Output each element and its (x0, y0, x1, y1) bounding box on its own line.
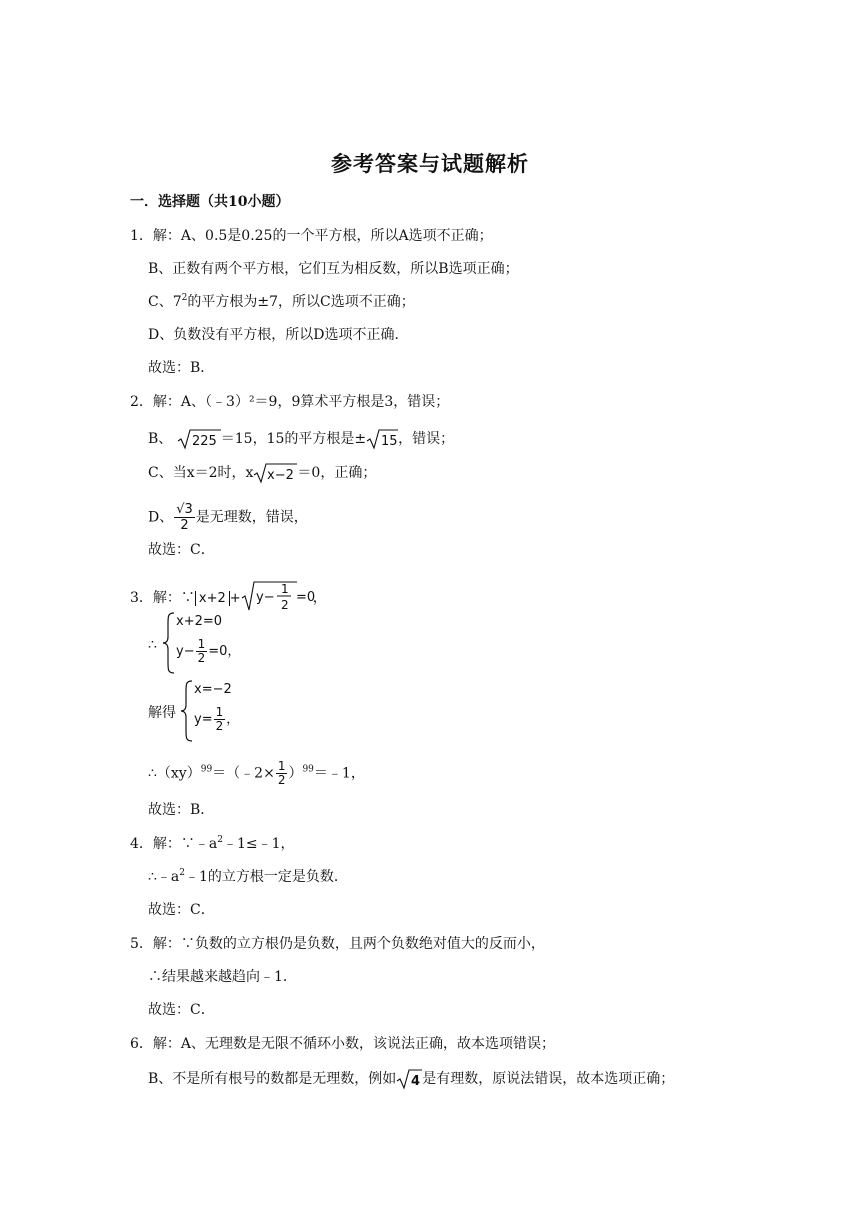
q1-option-d: D、负数没有平方根，所以D选项不正确． (148, 327, 409, 343)
q2-line-a (130, 392, 449, 412)
absolute-value: x+2 (195, 591, 230, 606)
q4-number: 4． (130, 836, 153, 852)
q6-line-a: 6．解：A、无理数是无限不循环小数，该说法正确，故本选项错误； (130, 1036, 556, 1052)
sqrt-4 (396, 1068, 422, 1090)
svg-text:1: 1 (280, 582, 289, 596)
q5-number: 5． (130, 936, 153, 952)
q1-number: 1． (130, 228, 153, 244)
q5-line-2: ∴结果越来越趋向﹣1． (148, 969, 297, 985)
q3-line-a: 3．解：∵ x+2 + y− 1 2 =0 ， (130, 582, 327, 612)
svg-text:2: 2 (280, 598, 289, 612)
q4-answer: 故选：C． (148, 902, 215, 918)
q5-line-1: 5．解：∵负数的立方根仍是负数，且两个负数绝对值大的反而小， (130, 936, 545, 952)
q2-option-b: B、 225 ＝15，15的平方根是± 15 ，错误； (148, 428, 454, 450)
section-heading: 一．选择题（共10小题） (130, 194, 290, 210)
q1-option-b: B、正数有两个平方根，它们互为相反数，所以B选项正确； (148, 261, 519, 277)
sqrt-225-text: 225 (191, 434, 217, 449)
sqrt-4-text: 4 (411, 1074, 421, 1089)
q1-lead: 解： (152, 228, 181, 244)
svg-text:=0: =0 (295, 590, 315, 605)
system-brace-1 (162, 612, 176, 674)
system1-line2: y− $\frac{1}{2}$ =0， (176, 637, 241, 665)
q2-option-c: C、当x＝2时，x x−2 ＝0，正确； (148, 462, 376, 484)
q4-line-2: $\therefore﹣a^2﹣1$的立方根一定是负数． (148, 868, 348, 885)
solve-label: 解得 (148, 705, 176, 721)
q3-calculation: ∴（xy）$^{99}$＝（﹣2× $\frac{1}{2}$ ）$^{99}$＝﹣1， (148, 759, 365, 787)
sqrt-y-minus-half (241, 580, 313, 612)
q2-answer: 故选：C． (148, 542, 215, 558)
q1-option-a: A、0.5是0.25的一个平方根，所以A选项不正确； (180, 228, 493, 244)
q1-option-c: C、$7^2$的平方根为±7，所以C选项不正确； (148, 293, 415, 310)
sqrt-15-text: 15 (381, 434, 398, 449)
system2-line2: y= $\frac{1}{2}$ ， (194, 705, 240, 733)
q6-option-b: B、不是所有根号的数都是无理数，例如 4 是有理数，原说法错误，故本选项正确； (148, 1068, 674, 1090)
fraction-sqrt3-over-2: $\frac{√3}{2}$ (176, 502, 193, 533)
svg-text:y−: y− (255, 590, 275, 605)
page-title: 参考答案与试题解析 (331, 151, 529, 176)
q1-line-a (130, 226, 493, 246)
sqrt-225 (177, 428, 221, 450)
therefore-symbol: ∴ (148, 637, 157, 653)
q4-line-1: 4．解：$\because﹣a^2﹣1\le﹣1$， (130, 835, 295, 852)
sqrt-x-minus-2-text: x−2 (267, 468, 295, 483)
system-brace-2 (180, 680, 194, 742)
sqrt-15 (366, 428, 398, 450)
q6-number: 6． (130, 1036, 153, 1052)
sqrt-x-minus-2 (253, 462, 297, 484)
q3-answer: 故选：B． (148, 802, 215, 818)
q3-number: 3． (130, 590, 153, 606)
system2-line1: x=−2 (194, 682, 232, 697)
q2-number: 2． (130, 394, 153, 410)
q5-answer: 故选：C． (148, 1002, 215, 1018)
q2-option-d: D、 $\frac{√3}{2}$ 是无理数，错误， (148, 502, 308, 533)
q1-answer: 故选：B． (148, 360, 215, 376)
system1-line1: x+2=0 (176, 614, 223, 629)
q2-option-a: 解：A、（﹣3）²＝9，9算术平方根是3，错误； (152, 394, 450, 410)
